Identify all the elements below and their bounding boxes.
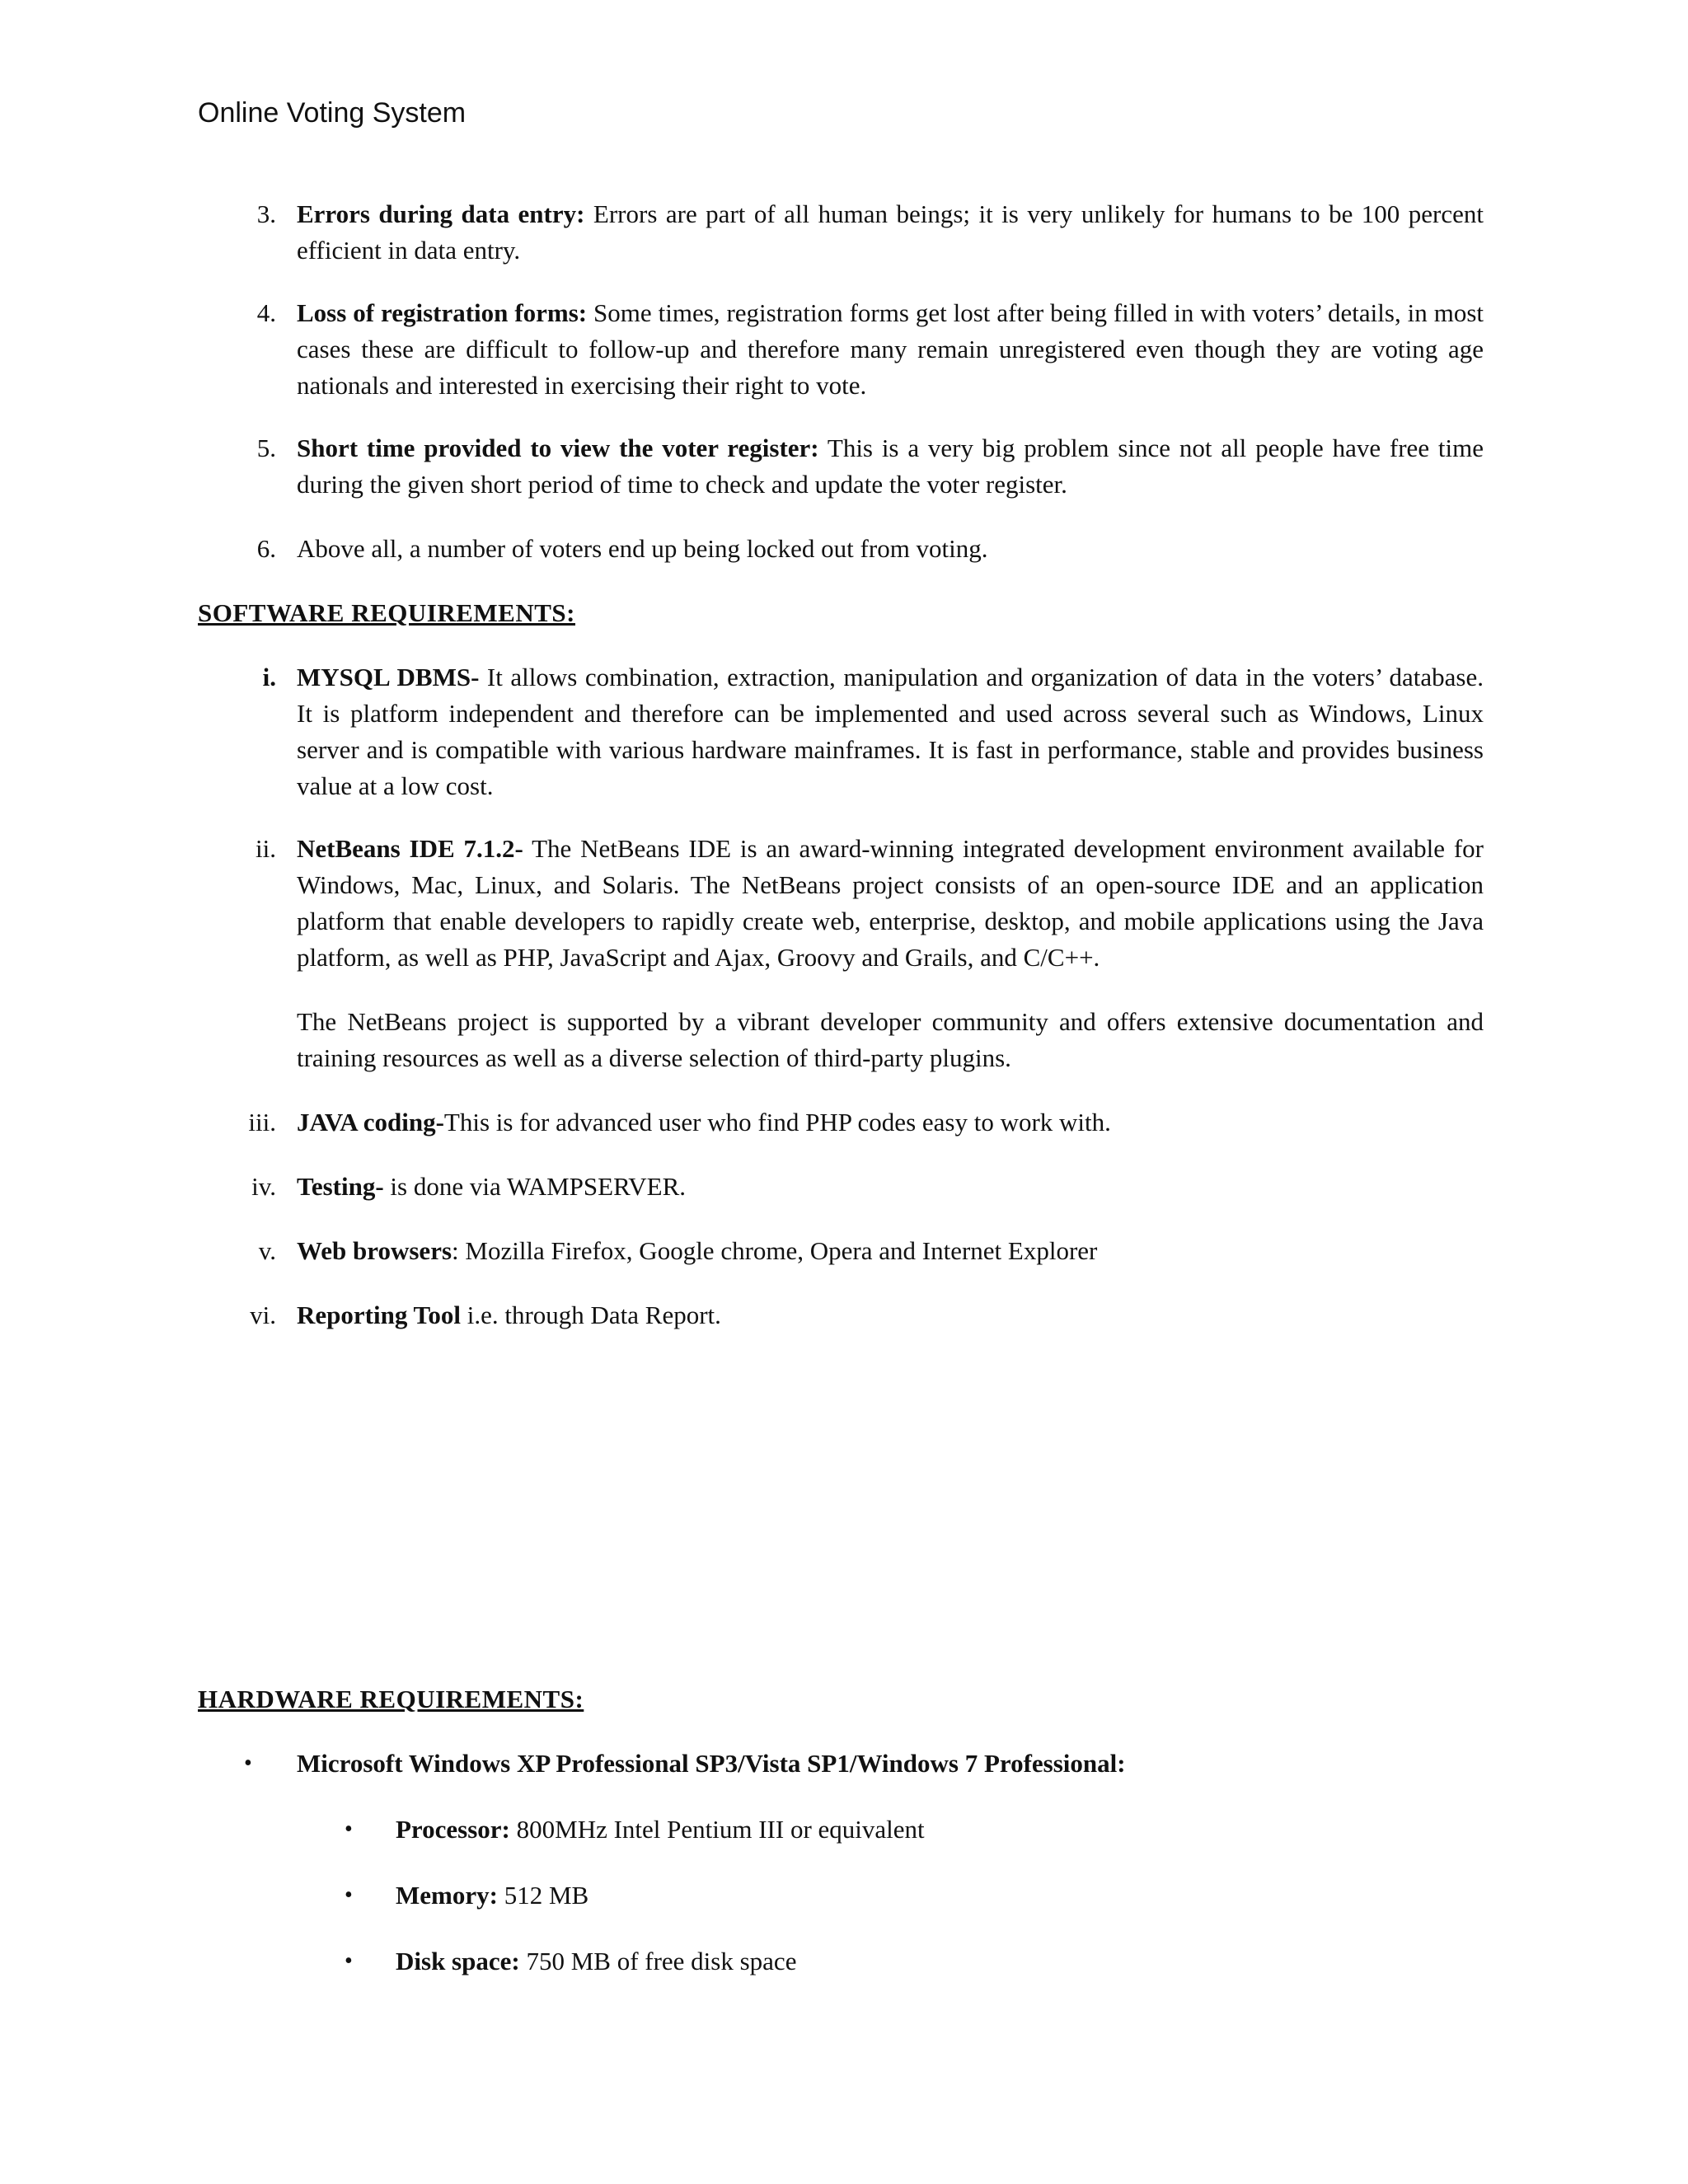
software-netbeans-community-paragraph (297, 1004, 1484, 1076)
software-item-browsers (258, 1233, 1484, 1269)
problem-item-4 (256, 295, 1484, 404)
software-text: i.e. through Data Report. (460, 1301, 721, 1329)
software-text: The NetBeans project is supported by a vibrant developer community and offers extensive documentation and training resources as well as a diverse selection of third-party plugins. (297, 1007, 1484, 1072)
software-item-java (248, 1104, 1484, 1141)
software-text: This is for advanced user who find PHP codes easy to work with. (443, 1108, 1111, 1137)
list-number: 6. (256, 534, 276, 563)
list-numeral: v. (258, 1236, 276, 1265)
list-number: 4. (256, 298, 276, 327)
software-item-netbeans (256, 831, 1484, 976)
problem-text: This is a very big problem since not all people have free time during the given short period of time to check and update the voter register. (297, 434, 1484, 499)
problem-item-6 (256, 531, 1484, 567)
spec-title: Disk space: (396, 1947, 520, 1975)
list-numeral: iii. (248, 1108, 276, 1137)
software-item-testing (251, 1169, 1484, 1205)
page-header-title: Online Voting System (198, 97, 467, 129)
hardware-requirements-heading: HARDWARE REQUIREMENTS: (198, 1685, 584, 1713)
software-text: The NetBeans IDE is an award-winning integrated development environment available for Windows, Mac, Linux, and Solaris. The NetBeans project consists of an open-source IDE and an application platform that enable developers to rapidly create web, enterprise, desktop, and mobile applications using the Java platform, as well as PHP, JavaScript and Ajax, Groovy and Grails, and C/C++. (297, 834, 1484, 972)
software-text: : Mozilla Firefox, Google chrome, Opera and Internet Explorer (452, 1236, 1098, 1265)
software-text: is done via WAMPSERVER. (383, 1172, 687, 1201)
software-requirements-heading: SOFTWARE REQUIREMENTS: (198, 598, 575, 627)
hardware-spec-disk (396, 1943, 796, 1980)
software-item-mysql (262, 659, 1484, 804)
spec-title: Memory: (396, 1881, 498, 1910)
software-title: Web browsers (297, 1236, 452, 1265)
bullet-icon: • (345, 1882, 353, 1908)
problem-title: Short time provided to view the voter register: (297, 434, 819, 462)
problem-item-3 (256, 196, 1484, 269)
bullet-icon: • (345, 1816, 353, 1842)
list-numeral: ii. (256, 834, 276, 863)
problem-text: Above all, a number of voters end up being locked out from voting. (297, 534, 988, 563)
list-numeral: iv. (251, 1172, 276, 1201)
spec-text: 512 MB (497, 1881, 589, 1910)
hardware-os-line (297, 1746, 1126, 1782)
hardware-spec-processor (396, 1811, 925, 1848)
problem-title: Loss of registration forms: (297, 298, 588, 327)
hardware-spec-memory (396, 1877, 588, 1914)
list-number: 5. (256, 434, 276, 462)
software-title: MYSQL DBMS- (297, 663, 480, 691)
problem-text: Some times, registration forms get lost after being filled in with voters’ details, in most cases these are difficult to follow-up and therefore many remain unregistered even though they are voting age nationals and interested in exercising their right to vote. (297, 298, 1484, 400)
software-title: JAVA coding- (297, 1108, 444, 1137)
problem-text: Errors are part of all human beings; it is very unlikely for humans to be 100 percent efficient in data entry. (297, 199, 1484, 265)
software-title: Reporting Tool (297, 1301, 461, 1329)
spec-text: 800MHz Intel Pentium III or equivalent (509, 1815, 925, 1844)
software-title: Testing- (297, 1172, 384, 1201)
list-numeral: i. (262, 663, 276, 691)
spec-title: Processor: (396, 1815, 510, 1844)
problem-title: Errors during data entry: (297, 199, 585, 228)
hardware-os-title: Microsoft Windows XP Professional SP3/Vista SP1/Windows 7 Professional: (297, 1749, 1126, 1778)
list-number: 3. (256, 199, 276, 228)
bullet-icon: • (244, 1750, 252, 1776)
software-title: NetBeans IDE 7.1.2- (297, 834, 523, 863)
bullet-icon: • (345, 1948, 353, 1974)
list-numeral: vi. (250, 1301, 276, 1329)
software-item-reporting (250, 1297, 1484, 1333)
software-text: It allows combination, extraction, manipulation and organization of data in the voters’ database. It is platform independent and therefore can be implemented and used across several such as Windows, Linux server and is compatible with various hardware mainframes. It is fast in performance, stable and provides business value at a low cost. (297, 663, 1484, 800)
problem-item-5 (256, 430, 1484, 503)
spec-text: 750 MB of free disk space (519, 1947, 797, 1975)
